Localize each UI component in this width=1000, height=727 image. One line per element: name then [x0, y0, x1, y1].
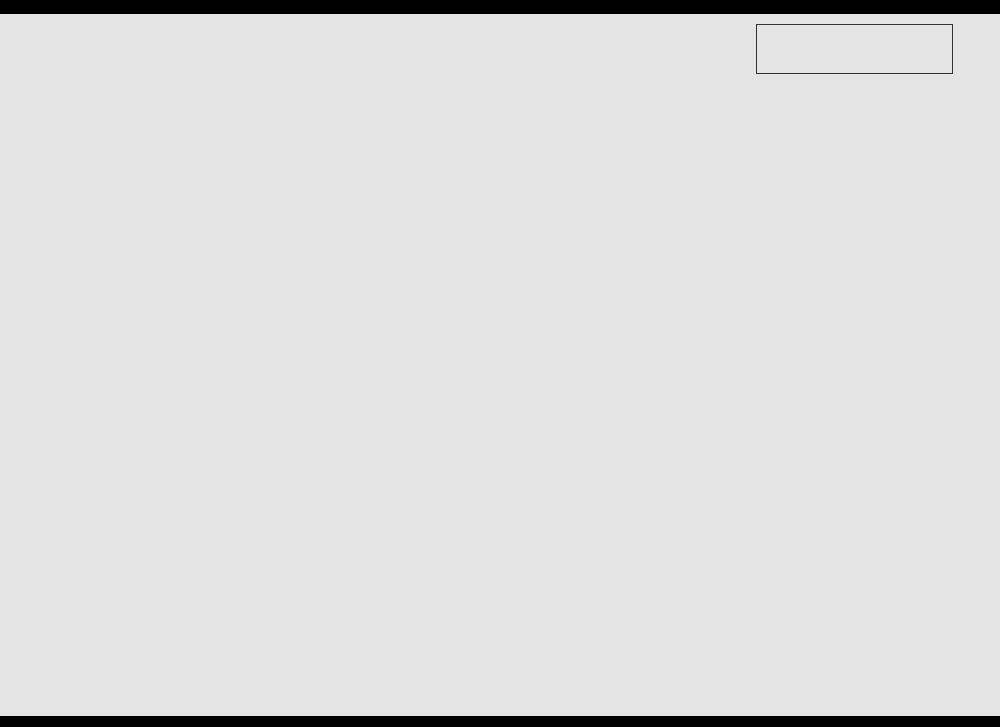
viewer-title-bar — [0, 0, 1000, 14]
district-box — [756, 24, 953, 74]
bottom-bar — [0, 716, 1000, 727]
census-sheet — [0, 14, 1000, 727]
census-table — [0, 86, 1000, 726]
